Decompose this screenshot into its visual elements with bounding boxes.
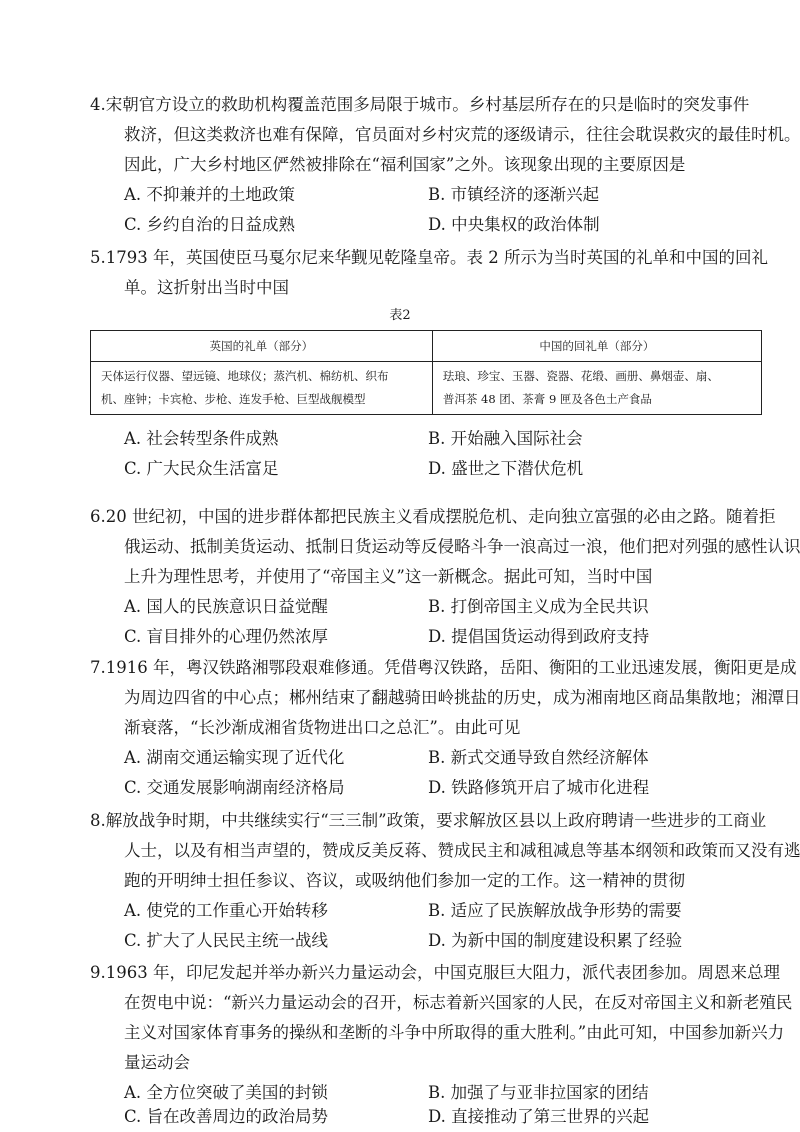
gift-list-table <box>90 330 762 415</box>
option-c[interactable]: C. 交通发展影响湖南经济格局 <box>124 778 345 797</box>
option-a[interactable]: A. 全方位突破了美国的封锁 <box>124 1083 328 1102</box>
option-b[interactable]: B. 市镇经济的逐渐兴起 <box>428 185 600 204</box>
option-d[interactable]: D. 盛世之下潜伏危机 <box>428 459 584 478</box>
table-row <box>91 362 762 415</box>
question-stem-line: 渐衰落，“长沙渐成湘省货物进出口之总汇”。由此可见 <box>124 718 521 737</box>
option-d[interactable]: D. 直接推动了第三世界的兴起 <box>428 1107 650 1126</box>
option-b[interactable]: B. 打倒帝国主义成为全民共识 <box>428 597 649 616</box>
table-title: 表2 <box>389 308 411 323</box>
option-d[interactable]: D. 铁路修筑开启了城市化进程 <box>428 778 650 797</box>
option-c[interactable]: C. 扩大了人民民主统一战线 <box>124 931 329 950</box>
option-b[interactable]: B. 适应了民族解放战争形势的需要 <box>428 901 682 920</box>
question-stem-line: 单。这折射出当时中国 <box>124 278 289 297</box>
question-stem-line: 4.宋朝官方设立的救助机构覆盖范围多局限于城市。乡村基层所存在的只是临时的突发事件 <box>90 95 750 114</box>
table-cell-line: 天体运行仪器、望远镜、地球仪；蒸汽机、棉纺机、织布 <box>101 369 389 383</box>
option-b[interactable]: B. 新式交通导致自然经济解体 <box>428 748 649 767</box>
option-d[interactable]: D. 提倡国货运动得到政府支持 <box>428 627 650 646</box>
option-c[interactable]: C. 广大民众生活富足 <box>124 459 279 478</box>
table-cell-line: 普洱茶 48 团、茶膏 9 匣及各色土产食品 <box>442 392 652 406</box>
option-a[interactable]: A. 不抑兼并的土地政策 <box>124 185 295 204</box>
option-d[interactable]: D. 中央集权的政治体制 <box>428 215 600 234</box>
question-stem-line: 俄运动、抵制美货运动、抵制日货运动等反侵略斗争一浪高过一浪，他们把对列强的感性认识 <box>124 537 800 556</box>
option-b[interactable]: B. 加强了与亚非拉国家的团结 <box>428 1083 649 1102</box>
table-cell-britain <box>91 362 433 415</box>
question-stem-line: 上升为理性思考，并使用了“帝国主义”这一新概念。据此可知，当时中国 <box>124 567 653 586</box>
question-stem-line: 因此，广大乡村地区俨然被排除在“福利国家”之外。该现象出现的主要原因是 <box>124 155 686 174</box>
question-stem-line: 量运动会 <box>124 1053 190 1072</box>
option-a[interactable]: A. 国人的民族意识日益觉醒 <box>124 597 328 616</box>
question-stem-line: 7.1916 年，粤汉铁路湘鄂段艰难修通。凭借粤汉铁路，岳阳、衡阳的工业迅速发展，衡阳更是成 <box>90 658 797 677</box>
option-c[interactable]: C. 盲目排外的心理仍然浓厚 <box>124 627 329 646</box>
table-header-china: 中国的回礼单（部分） <box>432 331 761 362</box>
table-cell-line: 机、座钟；卡宾枪、步枪、连发手枪、巨型战舰模型 <box>101 392 366 406</box>
table-cell-line: 珐琅、珍宝、玉器、瓷器、花缎、画册、鼻烟壶、扇、 <box>442 369 719 383</box>
option-c[interactable]: C. 乡约自治的日益成熟 <box>124 215 296 234</box>
option-a[interactable]: A. 湖南交通运输实现了近代化 <box>124 748 345 767</box>
question-stem-line: 救济，但这类救济也难有保障，官员面对乡村灾荒的逐级请示，往往会耽误救灾的最佳时机。 <box>124 125 800 144</box>
question-stem-line: 主义对国家体育事务的操纵和垄断的斗争中所取得的重大胜利。”由此可知，中国参加新兴力 <box>124 1023 785 1042</box>
question-stem-line: 6.20 世纪初，中国的进步群体都把民族主义看成摆脱危机、走向独立富强的必由之路。随着拒 <box>90 507 776 526</box>
table-cell-china <box>432 362 761 415</box>
question-stem-line: 为周边四省的中心点；郴州结束了翻越骑田岭挑盐的历史，成为湘南地区商品集散地；湘潭日 <box>124 688 800 707</box>
option-a[interactable]: A. 社会转型条件成熟 <box>124 429 279 448</box>
question-stem-line: 在贺电中说：“新兴力量运动会的召开，标志着新兴国家的人民，在反对帝国主义和新老殖民 <box>124 993 793 1012</box>
table-header-britain: 英国的礼单（部分） <box>91 331 433 362</box>
question-stem-line: 跑的开明绅士担任参议、咨议，或吸纳他们参加一定的工作。这一精神的贯彻 <box>124 871 685 890</box>
option-b[interactable]: B. 开始融入国际社会 <box>428 429 583 448</box>
question-stem-line: 人士，以及有相当声望的，赞成反美反蒋、赞成民主和减租减息等基本纲领和政策而又没有逃 <box>124 841 800 860</box>
option-a[interactable]: A. 使党的工作重心开始转移 <box>124 901 328 920</box>
question-stem-line: 8.解放战争时期，中共继续实行“三三制”政策，要求解放区县以上政府聘请一些进步的工商业 <box>90 811 767 830</box>
question-stem-line: 5.1793 年，英国使臣马戛尔尼来华觐见乾隆皇帝。表 2 所示为当时英国的礼单和中国的回礼 <box>90 248 768 267</box>
question-stem-line: 9.1963 年，印尼发起并举办新兴力量运动会，中国克服巨大阻力，派代表团参加。周恩来总理 <box>90 963 780 982</box>
option-c[interactable]: C. 旨在改善周边的政治局势 <box>124 1107 329 1126</box>
option-d[interactable]: D. 为新中国的制度建设积累了经验 <box>428 931 683 950</box>
table-header-row <box>91 331 762 362</box>
